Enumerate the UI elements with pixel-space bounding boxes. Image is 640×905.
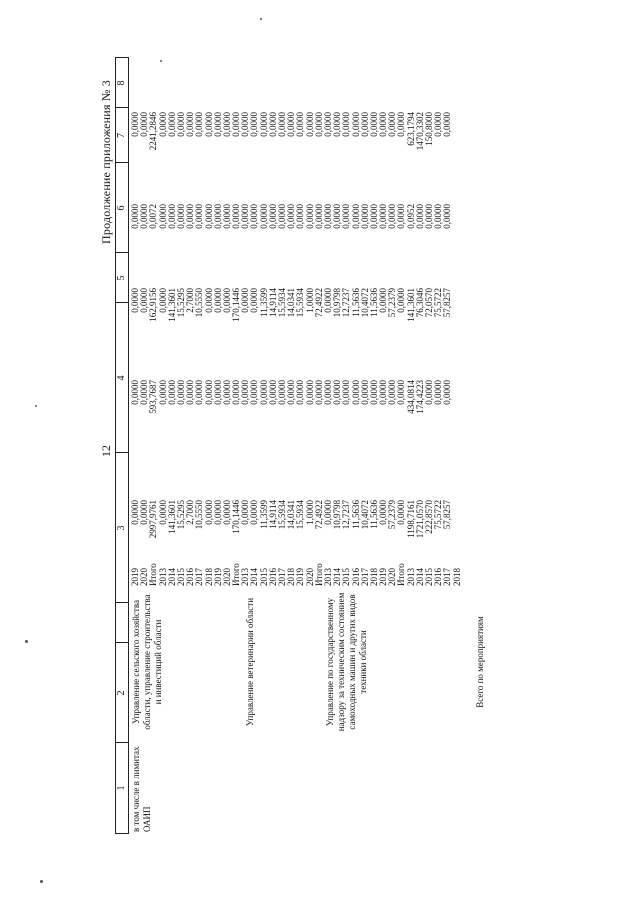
col4-cell: 12,7237 bbox=[341, 500, 352, 530]
col8-cell bbox=[453, 112, 462, 162]
column-header-5: 5 bbox=[116, 275, 127, 281]
col5-cell: 593,7687 bbox=[148, 380, 159, 414]
row-label-oaip: в том числе в лимитах ОАИП bbox=[131, 746, 152, 832]
org-tech-supervision: Управление по государственному надзору за техническим состоянием самоходных машин и других видов техники области bbox=[325, 592, 368, 732]
col6-cell: 0,0000 bbox=[240, 288, 251, 313]
col4-cell: 15,5934 bbox=[295, 500, 306, 530]
org-total: Всего по мероприятиям bbox=[475, 616, 485, 708]
column-header-2: 2 bbox=[116, 690, 127, 696]
col5-cell: 0,0000 bbox=[267, 380, 278, 405]
col4-cell: 2,7000 bbox=[185, 500, 196, 525]
col6-cell: 0,0000 bbox=[157, 288, 168, 313]
col4-cell: 0,0000 bbox=[249, 500, 260, 525]
col4-cell: 10,5550 bbox=[194, 500, 205, 530]
col6-cell: 0,0000 bbox=[139, 288, 150, 313]
col6-cell: 162,9156 bbox=[148, 288, 159, 322]
col7-cell: 0,0000 bbox=[359, 204, 370, 229]
col6-cell: 0,0000 bbox=[378, 288, 389, 313]
col7-cell: 0,0000 bbox=[203, 204, 214, 229]
col7-cell: 0,0952 bbox=[405, 204, 416, 229]
col4-cell: 0,0000 bbox=[396, 500, 407, 525]
col8-cell: 0,0000 bbox=[313, 112, 324, 137]
col5-cell: 0,0000 bbox=[139, 380, 150, 405]
col4-cell: 10,4072 bbox=[359, 500, 370, 530]
year-cell: 2014 bbox=[414, 568, 425, 586]
col8-cell: 0,0000 bbox=[212, 112, 223, 137]
year-cell: 2018 bbox=[368, 568, 379, 586]
year-cell: 2014 bbox=[249, 568, 260, 586]
col7-cell: 0,0000 bbox=[341, 204, 352, 229]
year-cell: Итого bbox=[231, 563, 242, 586]
col5-cell: 0,0000 bbox=[442, 380, 453, 405]
col8-cell: 0,0000 bbox=[286, 112, 297, 137]
column-header-4: 4 bbox=[116, 375, 127, 381]
col8-cell: 0,0000 bbox=[277, 112, 287, 137]
col6-cell: 11,5636 bbox=[368, 288, 379, 317]
col5-cell: 0,0000 bbox=[231, 380, 242, 405]
year-cell: 2017 bbox=[359, 568, 370, 586]
year-cell: 2013 bbox=[157, 568, 168, 586]
col5-cell: 0,0000 bbox=[194, 380, 205, 405]
year-cell: 2020 bbox=[139, 568, 150, 586]
col6-cell: 76,3046 bbox=[414, 288, 425, 318]
scan-speck bbox=[35, 405, 37, 407]
col6-cell: 10,4072 bbox=[359, 288, 370, 318]
col5-cell: 0,0000 bbox=[212, 380, 223, 405]
col7-cell: 0,0000 bbox=[433, 204, 444, 229]
year-cell: 2016 bbox=[185, 568, 196, 586]
col7-cell: 0,0000 bbox=[378, 204, 389, 229]
year-cell: 2017 bbox=[194, 568, 205, 586]
col8-cell: 2241,2846 bbox=[148, 112, 159, 151]
page-number: 12 bbox=[99, 445, 113, 457]
column-header-3: 3 bbox=[116, 525, 127, 531]
col6-cell: 0,0000 bbox=[396, 288, 407, 313]
col8-cell: 0,0000 bbox=[332, 112, 343, 137]
col8-cell: 0,0000 bbox=[295, 112, 306, 137]
col6-cell: 11,5636 bbox=[350, 288, 361, 317]
col5-cell: 0,0000 bbox=[240, 380, 251, 405]
col6-cell: 72,0570 bbox=[424, 288, 434, 318]
col7-cell: 0,0000 bbox=[304, 204, 315, 229]
rotated-table-sheet bbox=[55, 52, 585, 852]
col6-cell: 15,5934 bbox=[295, 288, 306, 318]
col4-cell: 0,0000 bbox=[157, 500, 168, 525]
col7-cell: 0,0000 bbox=[139, 204, 150, 229]
col8-cell: 0,0000 bbox=[341, 112, 352, 137]
col6-cell: 75,5722 bbox=[433, 288, 444, 318]
col6-cell: 10,5550 bbox=[194, 288, 205, 318]
col4-cell: 75,5722 bbox=[433, 500, 444, 530]
year-cell: 2017 bbox=[277, 568, 287, 586]
col8-cell: 0,0000 bbox=[157, 112, 168, 137]
col8-cell: 0,0000 bbox=[359, 112, 370, 137]
appendix-title: Продолжение приложения № 3 bbox=[99, 80, 113, 244]
col8-cell: 1470,3302 bbox=[414, 112, 425, 151]
col6-cell: 0,0000 bbox=[130, 288, 140, 313]
col7-cell: 0,0000 bbox=[277, 204, 287, 229]
col8-cell: 0,0000 bbox=[185, 112, 196, 137]
col6-cell: 2,7000 bbox=[185, 288, 196, 313]
column-6-values bbox=[131, 288, 462, 334]
col7-cell: 0,0000 bbox=[130, 204, 140, 229]
col7-cell: 0,0000 bbox=[231, 204, 242, 229]
col6-cell: 72,4922 bbox=[313, 288, 324, 318]
col6-cell: 0,0000 bbox=[212, 288, 223, 313]
col6-cell: 57,8257 bbox=[442, 288, 453, 318]
col7-cell: 0,0000 bbox=[295, 204, 306, 229]
col5-cell: 0,0000 bbox=[313, 380, 324, 405]
col4-cell: 141,3601 bbox=[166, 500, 177, 534]
org-veterinary: Управление ветеринарии области bbox=[245, 597, 255, 727]
col6-cell: 14,9114 bbox=[267, 288, 278, 317]
year-cell: 2013 bbox=[322, 568, 333, 586]
col8-cell: 0,0000 bbox=[442, 112, 453, 137]
org-agriculture: Управление сельского хозяйства области, управление строительства и инвестиций области bbox=[131, 594, 163, 730]
col4-cell: 0,0000 bbox=[221, 500, 232, 525]
col4-cell: 0,0000 bbox=[240, 500, 251, 525]
col8-cell: 0,0000 bbox=[258, 112, 269, 137]
col4-cell: 14,9114 bbox=[267, 500, 278, 529]
scan-speck bbox=[40, 880, 43, 883]
column-divider bbox=[116, 642, 128, 643]
col5-cell: 0,0000 bbox=[203, 380, 214, 405]
col7-cell: 0,0000 bbox=[249, 204, 260, 229]
col7-cell: 0,0072 bbox=[148, 204, 159, 229]
col5-cell: 0,0000 bbox=[322, 380, 333, 405]
col8-cell: 0,0000 bbox=[267, 112, 278, 137]
col7-cell: 0,0000 bbox=[166, 204, 177, 229]
col8-cell: 0,0000 bbox=[396, 112, 407, 137]
col4-cell: 2997,9761 bbox=[148, 500, 159, 539]
col7-cell: 0,0000 bbox=[387, 204, 398, 229]
year-cell: 2016 bbox=[267, 568, 278, 586]
col6-cell: 15,5295 bbox=[175, 288, 186, 318]
col6-cell: 0,0000 bbox=[322, 288, 333, 313]
col8-cell: 0,0000 bbox=[378, 112, 389, 137]
col7-cell: 0,0000 bbox=[322, 204, 333, 229]
year-cell: 2013 bbox=[405, 568, 416, 586]
col8-cell: 0,0000 bbox=[433, 112, 444, 137]
year-cell: Итого bbox=[396, 563, 407, 586]
col8-cell: 0,0000 bbox=[130, 112, 140, 137]
col4-cell: 57,8257 bbox=[442, 500, 453, 530]
col5-cell: 0,0000 bbox=[304, 380, 315, 405]
column-header-1: 1 bbox=[116, 785, 127, 791]
col5-cell: 0,0000 bbox=[424, 380, 434, 405]
year-cell: Итого bbox=[148, 563, 159, 586]
year-cell: 2015 bbox=[175, 568, 186, 586]
col5-cell: 0,0000 bbox=[433, 380, 444, 405]
year-cell: 2017 bbox=[442, 568, 453, 586]
col7-cell: 0,0000 bbox=[286, 204, 297, 229]
col5-cell: 0,0000 bbox=[249, 380, 260, 405]
col5-cell: 0,0000 bbox=[350, 380, 361, 405]
col6-cell: 0,0000 bbox=[203, 288, 214, 313]
year-cell: 2013 bbox=[240, 568, 251, 586]
col8-cell: 0,0000 bbox=[322, 112, 333, 137]
col4-cell: 0,0000 bbox=[139, 500, 150, 525]
col6-cell: 11,3599 bbox=[258, 288, 269, 317]
col6-cell: 0,0000 bbox=[221, 288, 232, 313]
col8-cell: 0,0000 bbox=[304, 112, 315, 137]
col7-cell: 0,0000 bbox=[175, 204, 186, 229]
year-cell: 2014 bbox=[332, 568, 343, 586]
column-header-6: 6 bbox=[116, 205, 127, 211]
col4-cell: 222,8570 bbox=[424, 500, 434, 534]
scan-speck bbox=[260, 18, 262, 20]
col7-cell: 0,0000 bbox=[332, 204, 343, 229]
year-cell: 2020 bbox=[387, 568, 398, 586]
col7-cell: 0,0000 bbox=[240, 204, 251, 229]
col5-cell: 0,0000 bbox=[185, 380, 196, 405]
col8-cell: 0,0000 bbox=[194, 112, 205, 137]
year-cell: 2015 bbox=[424, 568, 434, 586]
col5-cell: 0,0000 bbox=[130, 380, 140, 405]
col8-cell: 150,8000 bbox=[424, 112, 434, 146]
col4-cell: 10,9798 bbox=[332, 500, 343, 530]
col5-cell: 0,0000 bbox=[341, 380, 352, 405]
col8-cell: 0,0000 bbox=[203, 112, 214, 137]
col5-cell: 0,0000 bbox=[166, 380, 177, 405]
year-cell: 2020 bbox=[221, 568, 232, 586]
col6-cell: 12,7237 bbox=[341, 288, 352, 318]
col7-cell: 0,0000 bbox=[221, 204, 232, 229]
col6-cell: 57,2379 bbox=[387, 288, 398, 318]
year-cell: 2016 bbox=[350, 568, 361, 586]
col5-cell: 0,0000 bbox=[286, 380, 297, 405]
col7-cell: 0,0000 bbox=[442, 204, 453, 229]
year-cell: 2015 bbox=[341, 568, 352, 586]
col7-cell: 0,0000 bbox=[396, 204, 407, 229]
scan-speck bbox=[160, 60, 162, 62]
column-8-values bbox=[131, 112, 462, 162]
column-header-8: 8 bbox=[116, 80, 127, 86]
col5-cell: 0,0000 bbox=[368, 380, 379, 405]
col4-cell: 1721,0570 bbox=[414, 500, 425, 539]
col4-cell: 15,5295 bbox=[175, 500, 186, 530]
col4-cell: 0,0000 bbox=[378, 500, 389, 525]
col8-cell: 0,0000 bbox=[139, 112, 150, 137]
col7-cell: 0,0000 bbox=[267, 204, 278, 229]
col8-cell: 0,0000 bbox=[249, 112, 260, 137]
col7-cell: 0,0000 bbox=[414, 204, 425, 229]
col4-cell: 1198,7161 bbox=[405, 500, 416, 538]
year-cell: 2014 bbox=[166, 568, 177, 586]
col4-cell: 11,3599 bbox=[258, 500, 269, 529]
col8-cell: 0,0000 bbox=[175, 112, 186, 137]
col8-cell: 0,0000 bbox=[231, 112, 242, 137]
col4-cell: 0,0000 bbox=[130, 500, 140, 525]
year-cell: 2020 bbox=[304, 568, 315, 586]
col6-cell: 141,3601 bbox=[405, 288, 416, 322]
col6-cell: 14,0341 bbox=[286, 288, 297, 318]
col7-cell: 0,0000 bbox=[313, 204, 324, 229]
col4-cell: 0,0000 bbox=[203, 500, 214, 525]
col7-cell: 0,0000 bbox=[368, 204, 379, 229]
col8-cell: 623,1794 bbox=[405, 112, 416, 146]
col5-cell: 0,0000 bbox=[387, 380, 398, 405]
column-header-row bbox=[115, 57, 129, 834]
year-cell: 2015 bbox=[258, 568, 269, 586]
year-cell: 2019 bbox=[378, 568, 389, 586]
year-cell: 2018 bbox=[451, 568, 462, 586]
col7-cell: 0,0000 bbox=[424, 204, 434, 229]
col5-cell bbox=[453, 380, 462, 428]
year-cell: 2016 bbox=[433, 568, 444, 586]
col4-cell: 0,0000 bbox=[212, 500, 223, 525]
col4-cell: 11,5636 bbox=[368, 500, 379, 529]
col5-cell: 0,0000 bbox=[295, 380, 306, 405]
col8-cell: 0,0000 bbox=[350, 112, 361, 137]
col5-cell: 0,0000 bbox=[175, 380, 186, 405]
col8-cell: 0,0000 bbox=[368, 112, 379, 137]
col6-cell: 15,5934 bbox=[277, 288, 287, 318]
col6-cell: 141,3601 bbox=[166, 288, 177, 322]
col4-cell: 57,2379 bbox=[387, 500, 398, 530]
col5-cell: 434,0814 bbox=[405, 380, 416, 414]
col4-cell: 0,0000 bbox=[322, 500, 333, 525]
col6-cell: 10,9798 bbox=[332, 288, 343, 318]
col6-cell bbox=[453, 288, 462, 334]
year-cell: 2018 bbox=[286, 568, 297, 586]
col7-cell: 0,0000 bbox=[194, 204, 205, 229]
col5-cell: 0,0000 bbox=[258, 380, 269, 405]
col4-cell bbox=[453, 500, 462, 552]
col8-cell: 0,0000 bbox=[387, 112, 398, 137]
col6-cell: 1,0000 bbox=[304, 288, 315, 313]
col5-cell: 0,0000 bbox=[332, 380, 343, 405]
column-header-7: 7 bbox=[116, 133, 127, 138]
year-cell: 2019 bbox=[212, 568, 223, 586]
col5-cell: 0,0000 bbox=[221, 380, 232, 405]
col6-cell: 0,0000 bbox=[249, 288, 260, 313]
col4-cell: 15,5934 bbox=[277, 500, 287, 530]
col5-cell: 0,0000 bbox=[359, 380, 370, 405]
column-7-values bbox=[131, 204, 462, 246]
column-4-values bbox=[131, 500, 462, 552]
year-cell: 2019 bbox=[295, 568, 306, 586]
col7-cell: 0,0000 bbox=[212, 204, 223, 229]
col4-cell: 1,0000 bbox=[304, 500, 315, 525]
col7-cell: 0,0000 bbox=[350, 204, 361, 229]
col4-cell: 14,0341 bbox=[286, 500, 297, 530]
col5-cell: 0,0000 bbox=[157, 380, 168, 405]
col7-cell: 0,0000 bbox=[185, 204, 196, 229]
year-cell: 2019 bbox=[130, 568, 140, 586]
year-cell: Итого bbox=[313, 563, 324, 586]
col4-cell: 11,5636 bbox=[350, 500, 361, 529]
col5-cell: 0,0000 bbox=[396, 380, 407, 405]
year-cell: 2018 bbox=[203, 568, 214, 586]
col4-cell: 72,4922 bbox=[313, 500, 324, 530]
col7-cell: 0,0000 bbox=[157, 204, 168, 229]
col7-cell: 0,0000 bbox=[258, 204, 269, 229]
col5-cell: 0,0000 bbox=[277, 380, 287, 405]
col8-cell: 0,0000 bbox=[240, 112, 251, 137]
col4-cell: 170,1446 bbox=[231, 500, 242, 534]
scan-speck bbox=[25, 640, 28, 643]
col5-cell: 174,4223 bbox=[414, 380, 425, 414]
col7-cell bbox=[453, 204, 462, 246]
col8-cell: 0,0000 bbox=[166, 112, 177, 137]
col5-cell: 0,0000 bbox=[378, 380, 389, 405]
col8-cell: 0,0000 bbox=[221, 112, 232, 137]
year-column bbox=[131, 563, 462, 586]
column-5-values bbox=[131, 380, 462, 428]
col6-cell: 170,1446 bbox=[231, 288, 242, 322]
